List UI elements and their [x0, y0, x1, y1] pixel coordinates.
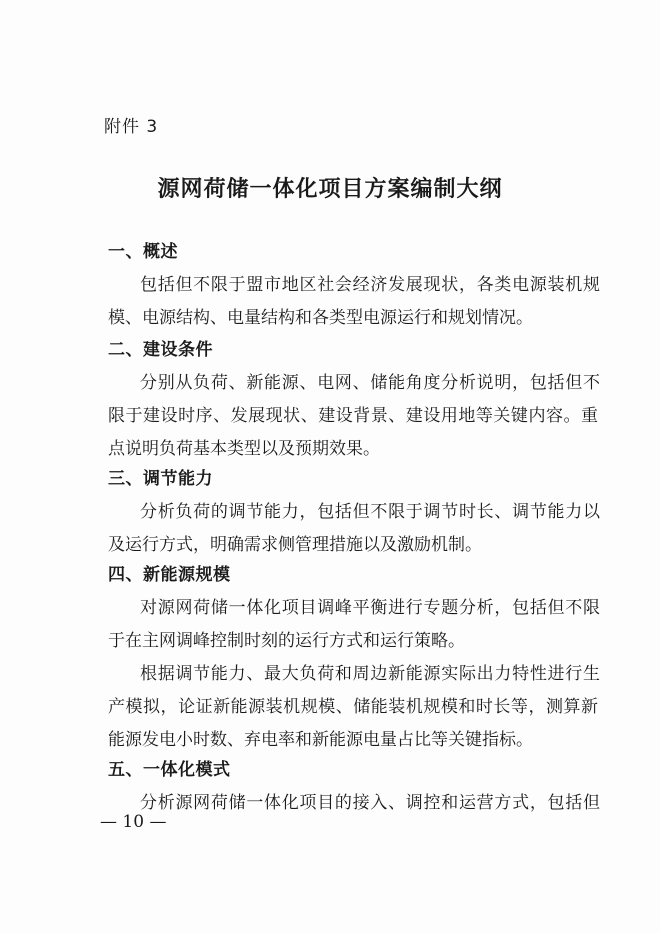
paragraph-line: 分析负荷的调节能力，包括但不限于调节时长、调节能力以: [140, 502, 600, 522]
paragraph-line: 模、电源结构、电量结构和各类型电源运行和规划情况。: [108, 308, 533, 328]
paragraph-line: 及运行方式，明确需求侧管理措施以及激励机制。: [108, 535, 482, 555]
paragraph-line: 根据调节能力、最大负荷和周边新能源实际出力特性进行生: [140, 664, 600, 684]
attachment-label: 附件 3: [104, 117, 159, 137]
paragraph-line: 分析源网荷储一体化项目的接入、调控和运营方式，包括但: [140, 793, 600, 813]
paragraph-line: 对源网荷储一体化项目调峰平衡进行专题分析，包括但不限: [140, 598, 600, 618]
paragraph-line: 限于建设时序、发展现状、建设背景、建设用地等关键内容。重: [108, 406, 598, 426]
section-heading-4: 四、新能源规模: [108, 565, 231, 585]
paragraph-line: 分别从负荷、新能源、电网、储能角度分析说明，包括但不: [140, 373, 600, 393]
paragraph-line: 产模拟，论证新能源装机规模、储能装机规模和时长等，测算新: [108, 697, 598, 717]
section-heading-5: 五、一体化模式: [108, 760, 231, 780]
paragraph-line: 包括但不限于盟市地区社会经济发展现状，各类电源装机规: [140, 275, 600, 295]
section-heading-1: 一、概述: [108, 242, 178, 262]
paragraph-line: 能源发电小时数、弃电率和新能源电量占比等关键指标。: [108, 730, 533, 750]
paragraph-line: 点说明负荷基本类型以及预期效果。: [108, 439, 380, 459]
section-heading-2: 二、建设条件: [108, 340, 213, 360]
section-heading-3: 三、调节能力: [108, 469, 213, 489]
page-number: — 10 —: [100, 812, 167, 832]
document-title: 源网荷储一体化项目方案编制大纲: [157, 176, 503, 202]
paragraph-line: 于在主网调峰控制时刻的运行方式和运行策略。: [108, 631, 465, 651]
